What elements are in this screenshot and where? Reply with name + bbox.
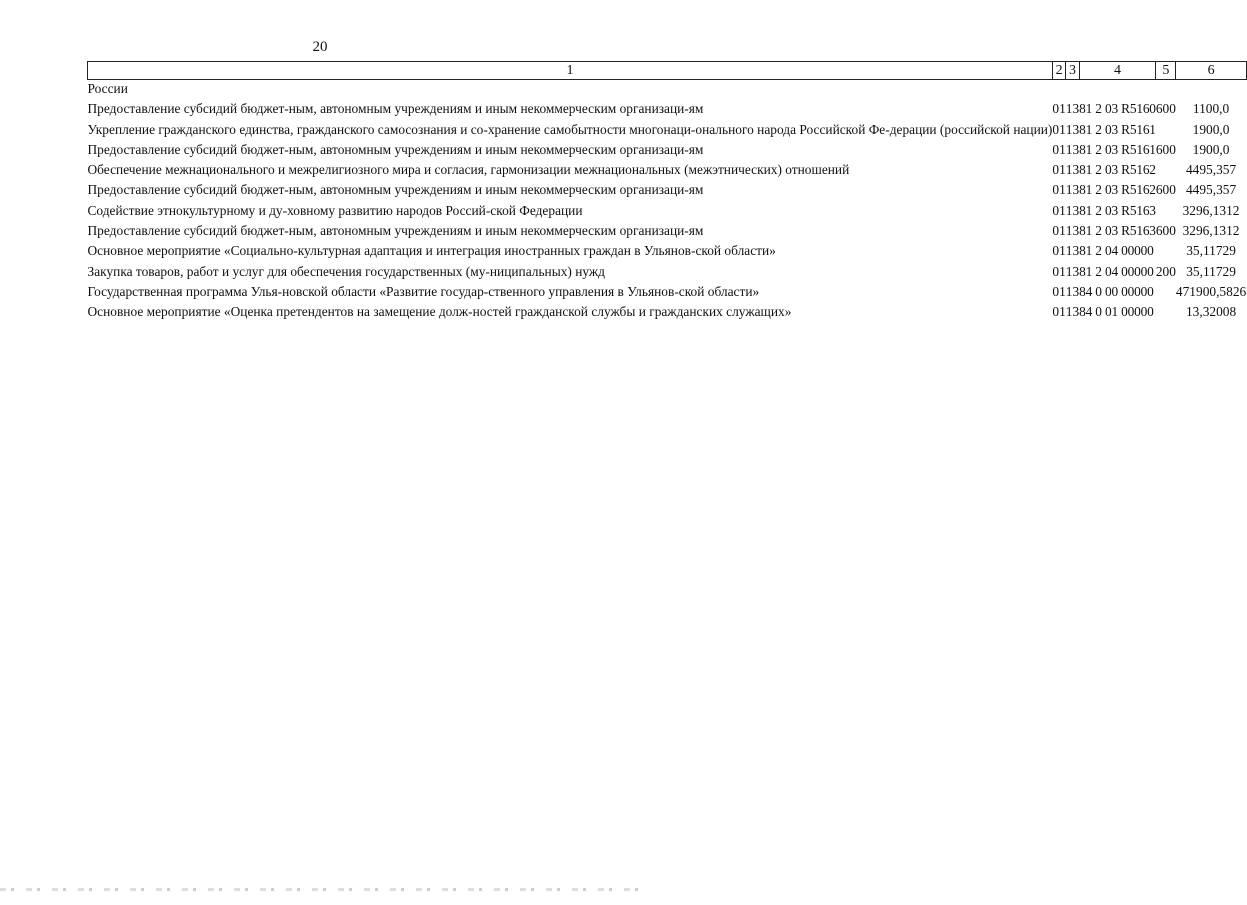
row-podrazdel: 13 bbox=[1065, 182, 1080, 198]
header-col-4: 4 bbox=[1079, 62, 1156, 80]
row-target-article: 81 2 03 R5163 bbox=[1079, 202, 1156, 218]
row-name: России bbox=[87, 81, 128, 96]
row-target-article: 81 2 03 R5161 bbox=[1079, 141, 1156, 157]
row-razdel: 01 bbox=[1052, 202, 1066, 218]
table-row bbox=[88, 303, 1247, 323]
row-amount: 35,11729 bbox=[1186, 243, 1236, 259]
row-name: Укрепление гражданского единства, гражданского самосознания и со-хранение самобытности многонаци-онального народа Российской Фе-дерации (российской нации) bbox=[87, 121, 1053, 137]
row-name: Обеспечение межнационального и межрелигиозного мира и согласия, гармонизации межнациональных (межэтнических) отношений bbox=[87, 162, 850, 178]
row-podrazdel: 13 bbox=[1065, 101, 1080, 117]
row-target-article: 81 2 03 R5163 bbox=[1079, 223, 1156, 239]
table-row bbox=[88, 121, 1247, 141]
header-row bbox=[88, 62, 1247, 80]
row-expense-type: 600 bbox=[1155, 182, 1176, 198]
row-amount: 35,11729 bbox=[1186, 263, 1236, 279]
row-target-article: 81 2 03 R5162 bbox=[1079, 182, 1156, 198]
budget-table bbox=[87, 61, 1247, 324]
row-amount: 1900,0 bbox=[1192, 141, 1230, 157]
row-amount: 3296,1312 bbox=[1182, 223, 1240, 239]
row-podrazdel: 13 bbox=[1065, 283, 1080, 299]
row-name: Предоставление субсидий бюджет-ным, автономным учреждениям и иным некоммерческим организаци-ям bbox=[87, 182, 704, 198]
row-target-article bbox=[1079, 80, 1156, 101]
row-name: Содействие этнокультурному и ду-ховному развитию народов Россий-ской Федерации bbox=[87, 202, 583, 218]
header-col-2: 2 bbox=[1052, 62, 1065, 80]
row-razdel: 01 bbox=[1052, 243, 1066, 259]
header-col-3: 3 bbox=[1066, 62, 1079, 80]
row-expense-type: 600 bbox=[1155, 223, 1176, 239]
scan-edge-noise bbox=[0, 888, 640, 891]
table-row bbox=[88, 242, 1247, 262]
row-expense-type bbox=[1156, 80, 1176, 101]
row-target-article: 84 0 00 00000 bbox=[1079, 283, 1154, 299]
table-row bbox=[88, 263, 1247, 283]
table-row bbox=[88, 80, 1247, 101]
row-razdel: 01 bbox=[1052, 101, 1066, 117]
row-amount: 4495,357 bbox=[1185, 162, 1237, 178]
row-amount: 3296,1312 bbox=[1182, 202, 1240, 218]
row-expense-type bbox=[1156, 283, 1176, 303]
header-col-1: 1 bbox=[88, 62, 1053, 80]
row-razdel: 01 bbox=[1052, 141, 1066, 157]
row-name: Основное мероприятие «Оценка претендентов на замещение долж-ностей гражданской службы и гражданских служащих» bbox=[87, 304, 792, 320]
row-podrazdel: 13 bbox=[1065, 121, 1080, 137]
row-amount: 1900,0 bbox=[1192, 121, 1230, 137]
table-row bbox=[88, 100, 1247, 120]
row-expense-type bbox=[1156, 303, 1176, 323]
row-expense-type: 200 bbox=[1155, 263, 1176, 279]
row-amount bbox=[1176, 80, 1246, 101]
row-razdel: 01 bbox=[1052, 223, 1066, 239]
row-podrazdel: 13 bbox=[1065, 202, 1080, 218]
row-target-article: 81 2 03 R5161 bbox=[1079, 121, 1156, 137]
table-row bbox=[88, 202, 1247, 222]
header-col-6: 6 bbox=[1176, 62, 1246, 80]
row-target-article: 81 2 04 00000 bbox=[1079, 263, 1154, 279]
row-name: Предоставление субсидий бюджет-ным, автономным учреждениям и иным некоммерческим организаци-ям bbox=[87, 223, 704, 239]
row-expense-type: 600 bbox=[1155, 101, 1176, 117]
row-podrazdel: 13 bbox=[1065, 223, 1080, 239]
row-amount: 1100,0 bbox=[1192, 101, 1230, 117]
row-name: Закупка товаров, работ и услуг для обеспечения государственных (му-ниципальных) нужд bbox=[87, 263, 605, 279]
row-razdel: 01 bbox=[1052, 304, 1066, 320]
row-expense-type bbox=[1156, 161, 1176, 181]
row-name: Основное мероприятие «Социально-культурная адаптация и интеграция иностранных граждан в Ульянов-ской области» bbox=[87, 243, 776, 259]
row-amount: 13,32008 bbox=[1185, 304, 1237, 320]
table-row bbox=[88, 181, 1247, 201]
row-podrazdel: 13 bbox=[1065, 141, 1080, 157]
row-podrazdel: 13 bbox=[1065, 243, 1080, 259]
row-expense-type bbox=[1156, 242, 1176, 262]
row-target-article: 81 2 04 00000 bbox=[1079, 243, 1154, 259]
table-row bbox=[88, 141, 1247, 161]
row-amount: 4495,357 bbox=[1185, 182, 1237, 198]
row-podrazdel: 13 bbox=[1065, 162, 1080, 178]
row-amount: 471900,5826 bbox=[1175, 283, 1247, 299]
row-name: Государственная программа Улья-новской области «Развитие государ-ственного управления в Ульянов-ской области» bbox=[87, 283, 760, 299]
row-target-article: 84 0 01 00000 bbox=[1079, 304, 1154, 320]
row-podrazdel bbox=[1066, 80, 1079, 101]
table-row bbox=[88, 283, 1247, 303]
row-podrazdel: 13 bbox=[1065, 263, 1080, 279]
row-razdel: 01 bbox=[1052, 121, 1066, 137]
table-row bbox=[88, 222, 1247, 242]
row-razdel: 01 bbox=[1052, 283, 1066, 299]
row-name: Предоставление субсидий бюджет-ным, автономным учреждениям и иным некоммерческим организаци-ям bbox=[87, 141, 704, 157]
row-target-article: 81 2 03 R5162 bbox=[1079, 162, 1156, 178]
row-razdel: 01 bbox=[1052, 263, 1066, 279]
row-target-article: 81 2 03 R5160 bbox=[1079, 101, 1156, 117]
row-expense-type: 600 bbox=[1155, 141, 1176, 157]
page-number: 20 bbox=[312, 39, 328, 55]
table-body bbox=[88, 80, 1247, 324]
row-expense-type bbox=[1156, 121, 1176, 141]
table-row bbox=[88, 161, 1247, 181]
table-header bbox=[88, 62, 1247, 80]
header-col-5: 5 bbox=[1156, 62, 1176, 80]
row-podrazdel: 13 bbox=[1065, 304, 1080, 320]
row-razdel: 01 bbox=[1052, 182, 1066, 198]
row-expense-type bbox=[1156, 202, 1176, 222]
row-name: Предоставление субсидий бюджет-ным, автономным учреждениям и иным некоммерческим организаци-ям bbox=[87, 101, 704, 117]
row-razdel: 01 bbox=[1052, 162, 1066, 178]
row-razdel bbox=[1052, 80, 1065, 101]
